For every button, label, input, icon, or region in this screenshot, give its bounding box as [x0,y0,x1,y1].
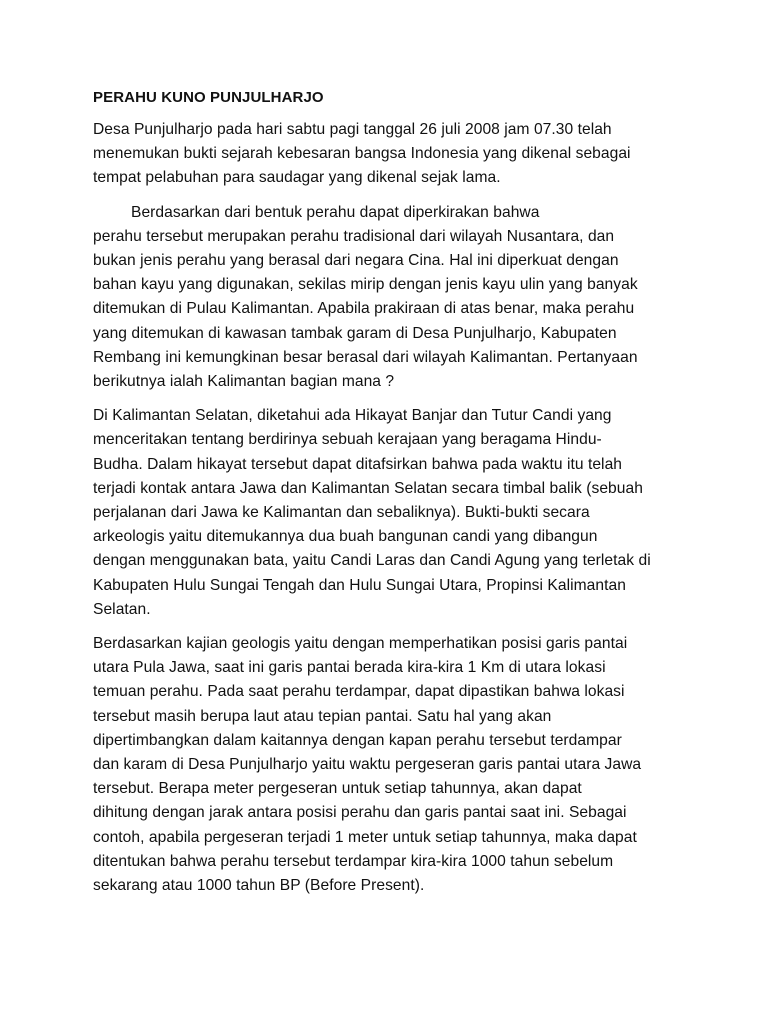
text-line: menceritakan tentang berdirinya sebuah kerajaan yang beragama Hindu- [93,431,602,449]
text-line: Rembang ini kemungkinan besar berasal dari wilayah Kalimantan. Pertanyaan [93,348,638,366]
text-line: contoh, apabila pergeseran terjadi 1 meter untuk setiap tahunnya, maka dapat [93,828,637,846]
text-line: tersebut. Berapa meter pergeseran untuk setiap tahunnya, akan dapat [93,780,582,798]
text-line: arkeologis yaitu ditemukannya dua buah bangunan candi yang dibangun [93,528,598,546]
text-line: dipertimbangkan dalam kaitannya dengan kapan perahu tersebut terdampar [93,731,622,749]
text-line: Budha. Dalam hikayat tersebut dapat ditafsirkan bahwa pada waktu itu telah [93,455,623,473]
text-line: bukan jenis perahu yang berasal dari negara Cina. Hal ini diperkuat dengan [93,252,619,270]
text-line: dan karam di Desa Punjulharjo yaitu waktu pergeseran garis pantai utara Jawa [93,756,642,774]
document-title: PERAHU KUNO PUNJULHARJO [93,89,324,106]
document-page [93,86,683,908]
text-line: dihitung dengan jarak antara posisi perahu dan garis pantai saat ini. Sebagai [93,804,627,822]
text-line: Selatan. [93,600,151,618]
text-line: Berdasarkan kajian geologis yaitu dengan memperhatikan posisi garis pantai [93,635,628,653]
text-line: perahu tersebut merupakan perahu tradisional dari wilayah Nusantara, dan [93,227,615,245]
text-line: temuan perahu. Pada saat perahu terdampar, dapat dipastikan bahwa lokasi [93,683,625,701]
paragraph-3 [93,404,683,622]
text-line: sekarang atau 1000 tahun BP (Before Present). [93,877,425,895]
text-line: perjalanan dari Jawa ke Kalimantan dan sebaliknya). Bukti-bukti secara [93,504,590,522]
paragraph-4 [93,632,683,898]
text-line: dengan menggunakan bata, yaitu Candi Laras dan Candi Agung yang terletak di [93,552,651,570]
paragraph-2 [93,201,683,395]
text-line: menemukan bukti sejarah kebesaran bangsa Indonesia yang dikenal sebagai [93,145,631,163]
text-line: berikutnya ialah Kalimantan bagian mana ? [93,373,395,391]
text-line: Berdasarkan dari bentuk perahu dapat diperkirakan bahwa [131,203,540,221]
text-line: Di Kalimantan Selatan, diketahui ada Hikayat Banjar dan Tutur Candi yang [93,407,612,425]
paragraph-1 [93,118,683,191]
text-line: Desa Punjulharjo pada hari sabtu pagi tanggal 26 juli 2008 jam 07.30 telah [93,121,612,138]
text-line: Kabupaten Hulu Sungai Tengah dan Hulu Sungai Utara, Propinsi Kalimantan [93,576,626,594]
text-line: ditemukan di Pulau Kalimantan. Apabila prakiraan di atas benar, maka perahu [93,300,635,318]
text-line: tempat pelabuhan para saudagar yang dikenal sejak lama. [93,169,501,187]
text-line: ditentukan bahwa perahu tersebut terdampar kira-kira 1000 tahun sebelum [93,852,614,870]
text-line: yang ditemukan di kawasan tambak garam di Desa Punjulharjo, Kabupaten [93,324,617,342]
text-line: tersebut masih berupa laut atau tepian pantai. Satu hal yang akan [93,707,552,725]
text-line: terjadi kontak antara Jawa dan Kalimantan Selatan secara timbal balik (sebuah [93,479,643,497]
text-line: utara Pula Jawa, saat ini garis pantai berada kira-kira 1 Km di utara lokasi [93,659,606,677]
text-line: bahan kayu yang digunakan, sekilas mirip dengan jenis kayu ulin yang banyak [93,276,638,294]
